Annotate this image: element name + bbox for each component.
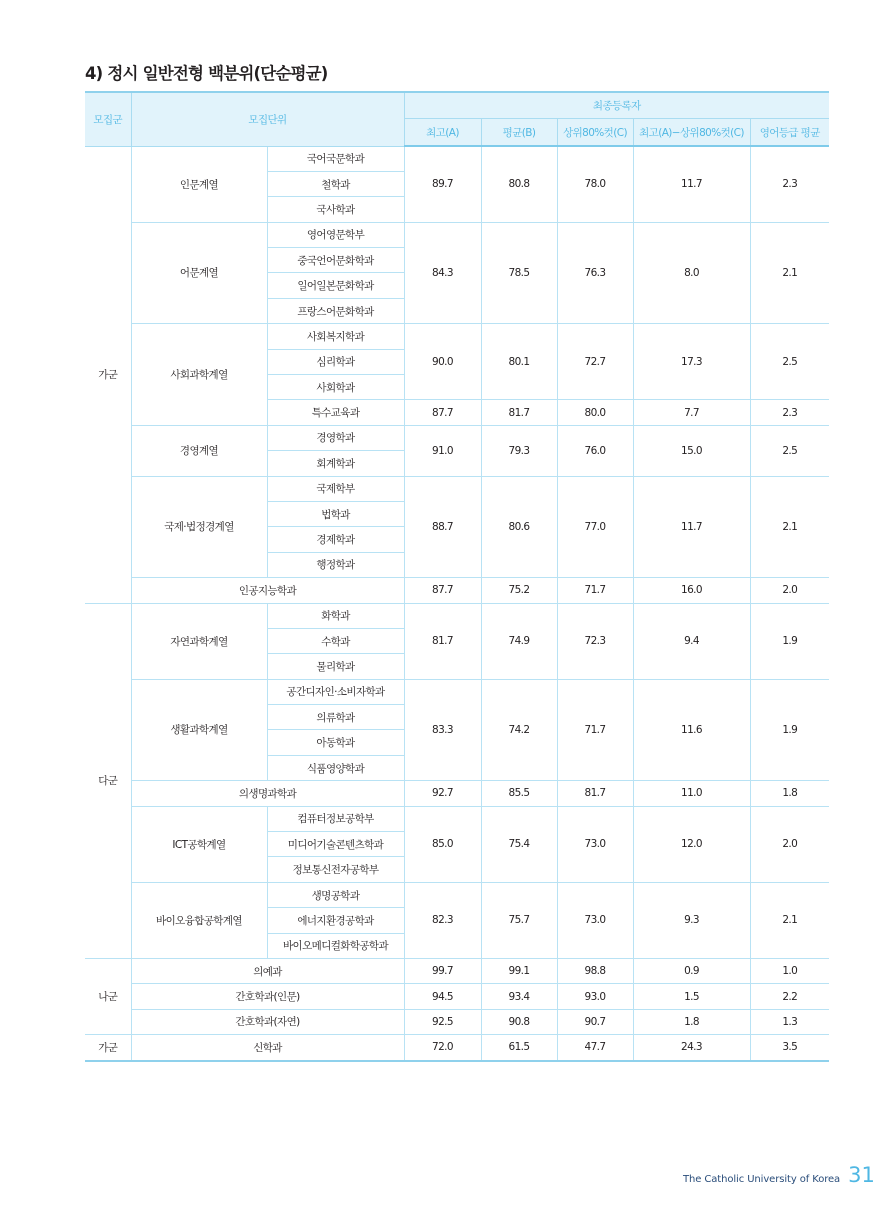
max-cell: 92.5 [404,1009,481,1034]
dept-cell: 경제학과 [267,527,404,552]
diff-cell: 1.8 [633,1009,750,1034]
dept-cell: 국사학과 [267,197,404,222]
english-cell: 2.1 [750,476,829,578]
dept-cell: 행정학과 [267,552,404,577]
avg-cell: 78.5 [481,222,557,324]
section-title: 4) 정시 일반전형 백분위(단순평균) [85,64,328,83]
english-cell: 2.0 [750,578,829,603]
table-row [85,146,829,171]
avg-cell: 80.6 [481,476,557,578]
max-cell: 85.0 [404,806,481,882]
diff-cell: 16.0 [633,578,750,603]
dept-cell: 사회복지학과 [267,324,404,349]
diff-cell: 0.9 [633,959,750,984]
english-cell: 2.3 [750,400,829,425]
dept-cell: 경영학과 [267,425,404,450]
dept-cell: 컴퓨터정보공학부 [267,806,404,831]
avg-cell: 75.4 [481,806,557,882]
avg-cell: 75.7 [481,882,557,958]
top80-cell: 78.0 [557,146,633,222]
diff-cell: 1.5 [633,984,750,1009]
table-row [85,1035,829,1061]
unit-cell: 인공지능학과 [131,578,404,603]
page-number: 31 [848,1163,875,1187]
table-row [85,603,829,628]
dept-cell: 영어영문학부 [267,222,404,247]
table-row [85,476,829,501]
max-cell: 82.3 [404,882,481,958]
series-cell: 자연과학계열 [131,603,267,679]
avg-cell: 74.2 [481,679,557,781]
unit-cell: 신학과 [131,1035,404,1061]
diff-cell: 11.7 [633,476,750,578]
avg-cell: 93.4 [481,984,557,1009]
english-cell: 1.8 [750,781,829,806]
diff-cell: 7.7 [633,400,750,425]
dept-cell: 공간디자인·소비자학과 [267,679,404,704]
max-cell: 91.0 [404,425,481,476]
english-cell: 1.0 [750,959,829,984]
dept-cell: 국어국문학과 [267,146,404,171]
diff-cell: 15.0 [633,425,750,476]
avg-cell: 80.1 [481,324,557,400]
dept-cell: 에너지환경공학과 [267,908,404,933]
avg-cell: 75.2 [481,578,557,603]
avg-cell: 74.9 [481,603,557,679]
admission-percentile-table [85,91,829,1062]
series-cell: 사회과학계열 [131,324,267,426]
english-cell: 2.1 [750,882,829,958]
table-row [85,679,829,704]
english-cell: 1.3 [750,1009,829,1034]
series-cell: 인문계열 [131,146,267,222]
top80-cell: 90.7 [557,1009,633,1034]
dept-cell: 의류학과 [267,705,404,730]
series-cell: 경영계열 [131,425,267,476]
avg-cell: 81.7 [481,400,557,425]
max-cell: 84.3 [404,222,481,324]
university-name: The Catholic University of Korea [683,1174,841,1185]
diff-cell: 11.0 [633,781,750,806]
group-cell: 가군 [85,1035,131,1061]
max-cell: 72.0 [404,1035,481,1061]
max-cell: 90.0 [404,324,481,400]
max-cell: 83.3 [404,679,481,781]
top80-cell: 72.7 [557,324,633,400]
dept-cell: 심리학과 [267,349,404,374]
table-row [85,882,829,907]
english-cell: 2.5 [750,324,829,400]
dept-cell: 바이오메디컬화학공학과 [267,933,404,958]
english-cell: 2.0 [750,806,829,882]
header-top80: 상위80%컷(C) [557,119,633,147]
unit-cell: 의예과 [131,959,404,984]
dept-cell: 물리학과 [267,654,404,679]
dept-cell: 생명공학과 [267,882,404,907]
top80-cell: 77.0 [557,476,633,578]
dept-cell: 미디어기술콘텐츠학과 [267,832,404,857]
header-max: 최고(A) [404,119,481,147]
series-cell: 국제·법정경계열 [131,476,267,578]
avg-cell: 79.3 [481,425,557,476]
diff-cell: 12.0 [633,806,750,882]
series-cell: 생활과학계열 [131,679,267,781]
english-cell: 2.5 [750,425,829,476]
page-footer [683,1163,875,1187]
table-row [85,324,829,349]
top80-cell: 98.8 [557,959,633,984]
table-row [85,578,829,603]
header-diff: 최고(A)−상위80%컷(C) [633,119,750,147]
top80-cell: 47.7 [557,1035,633,1061]
header-final-enrollee: 최종등록자 [404,92,829,119]
unit-cell: 간호학과(인문) [131,984,404,1009]
dept-cell: 특수교육과 [267,400,404,425]
diff-cell: 8.0 [633,222,750,324]
diff-cell: 24.3 [633,1035,750,1061]
dept-cell: 사회학과 [267,375,404,400]
dept-cell: 화학과 [267,603,404,628]
header-english: 영어등급 평균 [750,119,829,147]
table-row [85,222,829,247]
diff-cell: 11.6 [633,679,750,781]
table-row [85,806,829,831]
series-cell: ICT공학계열 [131,806,267,882]
header-unit: 모집단위 [131,92,404,146]
top80-cell: 81.7 [557,781,633,806]
dept-cell: 수학과 [267,628,404,653]
english-cell: 1.9 [750,603,829,679]
top80-cell: 71.7 [557,578,633,603]
header-group: 모집군 [85,92,131,146]
dept-cell: 회계학과 [267,451,404,476]
dept-cell: 국제학부 [267,476,404,501]
unit-cell: 간호학과(자연) [131,1009,404,1034]
top80-cell: 73.0 [557,882,633,958]
avg-cell: 80.8 [481,146,557,222]
top80-cell: 72.3 [557,603,633,679]
top80-cell: 80.0 [557,400,633,425]
english-cell: 1.9 [750,679,829,781]
dept-cell: 중국언어문화학과 [267,248,404,273]
avg-cell: 99.1 [481,959,557,984]
max-cell: 94.5 [404,984,481,1009]
max-cell: 87.7 [404,400,481,425]
dept-cell: 법학과 [267,501,404,526]
dept-cell: 일어일본문화학과 [267,273,404,298]
table-row [85,425,829,450]
max-cell: 89.7 [404,146,481,222]
english-cell: 3.5 [750,1035,829,1061]
table-row [85,1009,829,1034]
dept-cell: 식품영양학과 [267,755,404,780]
top80-cell: 73.0 [557,806,633,882]
max-cell: 87.7 [404,578,481,603]
english-cell: 2.1 [750,222,829,324]
group-cell: 가군 [85,146,131,603]
avg-cell: 61.5 [481,1035,557,1061]
diff-cell: 11.7 [633,146,750,222]
group-cell: 나군 [85,959,131,1035]
avg-cell: 85.5 [481,781,557,806]
top80-cell: 76.0 [557,425,633,476]
table-row [85,984,829,1009]
english-cell: 2.2 [750,984,829,1009]
group-cell: 다군 [85,603,131,958]
top80-cell: 93.0 [557,984,633,1009]
series-cell: 어문계열 [131,222,267,324]
max-cell: 81.7 [404,603,481,679]
diff-cell: 9.4 [633,603,750,679]
dept-cell: 프랑스어문화학과 [267,298,404,323]
table-row [85,781,829,806]
table-row [85,959,829,984]
top80-cell: 76.3 [557,222,633,324]
dept-cell: 아동학과 [267,730,404,755]
diff-cell: 9.3 [633,882,750,958]
dept-cell: 정보통신전자공학부 [267,857,404,882]
dept-cell: 철학과 [267,171,404,196]
series-cell: 바이오융합공학계열 [131,882,267,958]
top80-cell: 71.7 [557,679,633,781]
unit-cell: 의생명과학과 [131,781,404,806]
max-cell: 88.7 [404,476,481,578]
header-avg: 평균(B) [481,119,557,147]
max-cell: 92.7 [404,781,481,806]
diff-cell: 17.3 [633,324,750,400]
english-cell: 2.3 [750,146,829,222]
avg-cell: 90.8 [481,1009,557,1034]
max-cell: 99.7 [404,959,481,984]
